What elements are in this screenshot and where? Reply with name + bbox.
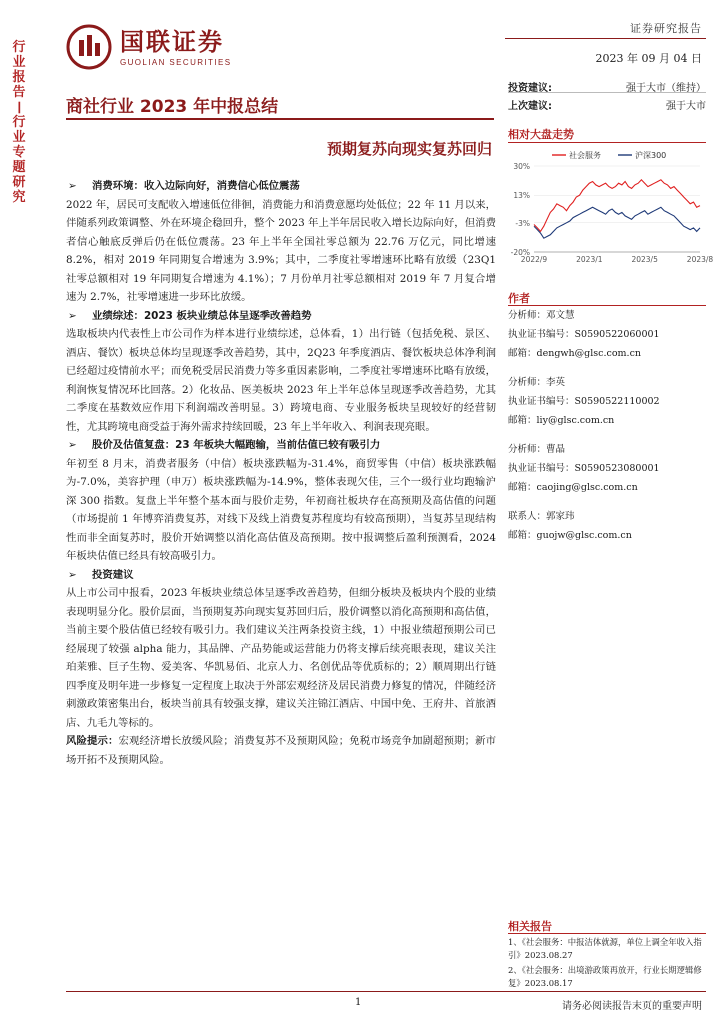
chart-legend-label: 沪深300: [635, 151, 667, 160]
section-heading: [66, 566, 496, 585]
bullet-arrow-icon: ➢: [68, 180, 77, 192]
analyst-row: [508, 411, 706, 430]
related-reports: [508, 936, 706, 992]
related-rule: [508, 933, 706, 934]
chart-x-tick-label: 2023/1: [576, 255, 603, 264]
section-heading: [66, 177, 496, 196]
analyst-list: [508, 306, 706, 545]
relative-performance-chart: [504, 146, 714, 272]
logo-name-cn: 国联证券: [120, 27, 224, 56]
chart-y-tick-label: -3%: [515, 218, 530, 228]
analyst-field-label: 联系人：: [508, 511, 547, 522]
footer-divider: [66, 991, 706, 992]
report-date: 2023 年 09 月 04 日: [595, 52, 702, 65]
analyst-row: [508, 392, 706, 411]
section-paragraph: 从上市公司中报看，2023 年板块业绩总体呈逐季改善趋势，但细分板块及板块内个股的业绩表现明显分化。股价层面，当预期复苏向现实复苏回归后，股价调整以消化高预期和高估值，当前主要个股估值已经较有吸引力。我们建议关注两条投资主线，1）中报业绩超预期公司已经展现了较强 alpha 能力，其品牌、产品势能或运营能力仍将支撑后续亮眼表现，建议关注珀莱雅、巨子生物、爱美客、华凯易佰、北京人力、名创优品等优质标的；2）顺周期出行链四季度及明年进一步修复一定程度上取决于外部宏观经济及居民消费力修复的情况，伴随经济刺激政策密集出台，板块当前具有较强支撑，建议关注锦江酒店、中国中免、王府井、首旅酒店、九毛九等标的。: [66, 587, 496, 729]
analyst-row: [508, 478, 706, 497]
section-heading-text: 投资建议: [92, 568, 134, 581]
authors-title: 作者: [508, 292, 530, 305]
analyst-field-label: 邮箱：: [508, 348, 537, 359]
logo-name-en: GUOLIAN SECURITIES: [120, 57, 232, 67]
section-heading: [66, 436, 496, 455]
bullet-arrow-icon: ➢: [68, 309, 77, 322]
rating-previous-value: 强于大市: [666, 101, 706, 112]
page-number: 1: [355, 997, 362, 1008]
section-heading: [66, 307, 496, 326]
logo-emblem-icon: [66, 24, 112, 70]
analyst-row: [508, 344, 706, 363]
section-heading-text: 股价及估值复盘：23 年板块大幅跑输，当前估值已较有吸引力: [92, 439, 381, 451]
section-heading-text: 业绩综述：2023 板块业绩总体呈逐季改善趋势: [92, 309, 312, 322]
title-divider: [66, 118, 494, 120]
analyst-field-value: S0590523080001: [574, 463, 660, 474]
analyst-field-value: 李英: [546, 377, 566, 388]
report-body: [66, 177, 496, 769]
chart-y-tick-label: 30%: [513, 162, 530, 171]
analyst-field-label: 分析师：: [508, 310, 547, 321]
analyst-field-value: 曹晶: [546, 444, 566, 455]
chart-svg: [504, 146, 714, 272]
related-report-item[interactable]: 1、《社会服务：中报洁体就源，单位上调全年收入指引》2023.08.27: [508, 937, 702, 960]
company-logo: [66, 22, 231, 72]
section-paragraph: 选取板块内代表性上市公司作为样本进行业绩综述，总体看，1）出行链（包括免税、景区、酒店、餐饮）板块总体均呈现逐季改善趋势，其中，2Q23 年季度酒店、餐饮板块总体净利润已经超过疫情前水平；而免税受居民消费力等多重因素影响，二季度社零增速环比略有放缓，利润恢复情况环比回落。2）化妆品、医美板块 2023 年上半年总体呈现逐季改善趋势，尤其二季度在基数效应作用下利润端改善明显。3）跨境电商、专业服务板块呈现较好的经营韧性，尤其跨境电商受益于海外需求持续回暖，23 年上半年收入、利润表现亮眼。: [66, 328, 496, 433]
analyst-row: [508, 440, 706, 459]
bullet-arrow-icon: ➢: [68, 568, 77, 581]
related-report-item[interactable]: 2、《社会服务：出境游政策再放开，行业长期逻辑修复》2023.08.17: [508, 965, 702, 988]
related-title: 相关报告: [508, 920, 552, 933]
analyst-field-value: 郭家玮: [546, 511, 575, 522]
header-divider: [505, 38, 706, 39]
section-paragraph: 2022 年，居民可支配收入增速低位徘徊，消费能力和消费意愿均处低位；22 年 11 月以来，伴随系列政策调整、外在环境企稳回升，整个 2023 年上半年居民收入增长边际向好，但消费者信心触底反弹后仍在低位震荡。23 年上半年全国社零总额为 22.76 万亿元，同比增速 8.2%，相对 2019 年同期复合增速为 3.9%；其中，二季度社零增速环比略有放缓（23Q1 社零总额相对 19 年同期复合增速为 4.1%）；7 月份单月社零总额相对 2019 年 7 月复合增速为 2.7%，社零增速进一步环比放缓。: [66, 198, 496, 303]
chart-legend-label: 社会服务: [569, 151, 601, 160]
analyst-row: [508, 526, 706, 545]
chart-x-tick-label: 2023/8: [686, 255, 714, 264]
analyst-field-value: 邓文慧: [546, 310, 575, 321]
analyst-email[interactable]: caojing@glsc.com.cn: [536, 482, 638, 493]
analyst-field-label: 邮箱：: [508, 415, 537, 426]
chart-x-tick-label: 2022/9: [520, 255, 548, 264]
rating-current-value: 强于大市（维持）: [626, 83, 706, 94]
analyst-row: [508, 306, 706, 325]
analyst-field-label: 邮箱：: [508, 530, 537, 541]
rating-divider: [508, 92, 706, 93]
risk-text: 宏观经济增长放缓风险；消费复苏不及预期风险；免税市场竞争加剧超预期；新市场开拓不及预期风险。: [66, 735, 496, 766]
chart-section-title: 相对大盘走势: [508, 128, 574, 141]
analyst-field-label: 执业证书编号：: [508, 396, 575, 407]
rating-previous-label: 上次建议:: [508, 101, 552, 112]
analyst-field-value: S0590522060001: [574, 329, 660, 340]
analyst-field-label: 分析师：: [508, 377, 547, 388]
chart-x-tick-label: 2023/5: [631, 255, 658, 264]
analyst-email[interactable]: liy@glsc.com.cn: [536, 415, 615, 426]
analyst-row: [508, 373, 706, 392]
analyst-row: [508, 507, 706, 526]
analyst-field-label: 邮箱：: [508, 482, 537, 493]
report-title: 商社行业 2023 年中报总结: [66, 97, 279, 117]
analyst-field-label: 分析师：: [508, 444, 547, 455]
chart-section-rule: [508, 142, 706, 143]
section-heading-text: 消费环境：收入边际向好，消费信心低位震荡: [92, 180, 300, 192]
chart-y-tick-label: 13%: [513, 191, 530, 201]
side-tab: 行 业 报 告 — 行 业 专 题 研 究: [11, 40, 27, 205]
analyst-email[interactable]: guojw@glsc.com.cn: [536, 530, 632, 541]
report-type: 证券研究报告: [630, 22, 702, 35]
report-subtitle: 预期复苏向现实复苏回归: [326, 140, 492, 158]
analyst-field-label: 执业证书编号：: [508, 463, 575, 474]
rating-current-label: 投资建议:: [508, 83, 552, 94]
analyst-row: [508, 325, 706, 344]
section-paragraph: 年初至 8 月末，消费者服务（中信）板块涨跌幅为-31.4%，商贸零售（中信）板块涨跌幅为-7.0%，美容护理（申万）板块涨跌幅为-14.9%，整体表现欠佳，三个一级行业均跑输沪深 300 指数。复盘上半年整个基本面与股价走势，年初商社板块存在高预期及高估值的问题（市场提前 1 年博弈消费复苏，对线下及线上消费复苏程度均有较高预期），当复苏呈现结构性而非全面复苏时，股价开始调整以消化高估值及高预期。按中报调整后盈利预测看，2024 年板块估值已经具有较高吸引力。: [66, 457, 496, 562]
analyst-field-label: 执业证书编号：: [508, 329, 575, 340]
analyst-row: [508, 459, 706, 478]
analyst-field-value: S0590522110002: [574, 396, 660, 407]
bullet-arrow-icon: ➢: [68, 439, 77, 451]
chart-y-tick-label: -20%: [510, 248, 530, 257]
risk-warning: [66, 732, 496, 769]
risk-label: 风险提示：: [66, 735, 119, 747]
footer-disclaimer: 请务必阅读报告末页的重要声明: [562, 1001, 702, 1012]
chart-series-line-social-services: [534, 180, 700, 232]
analyst-email[interactable]: dengwh@glsc.com.cn: [536, 348, 642, 359]
